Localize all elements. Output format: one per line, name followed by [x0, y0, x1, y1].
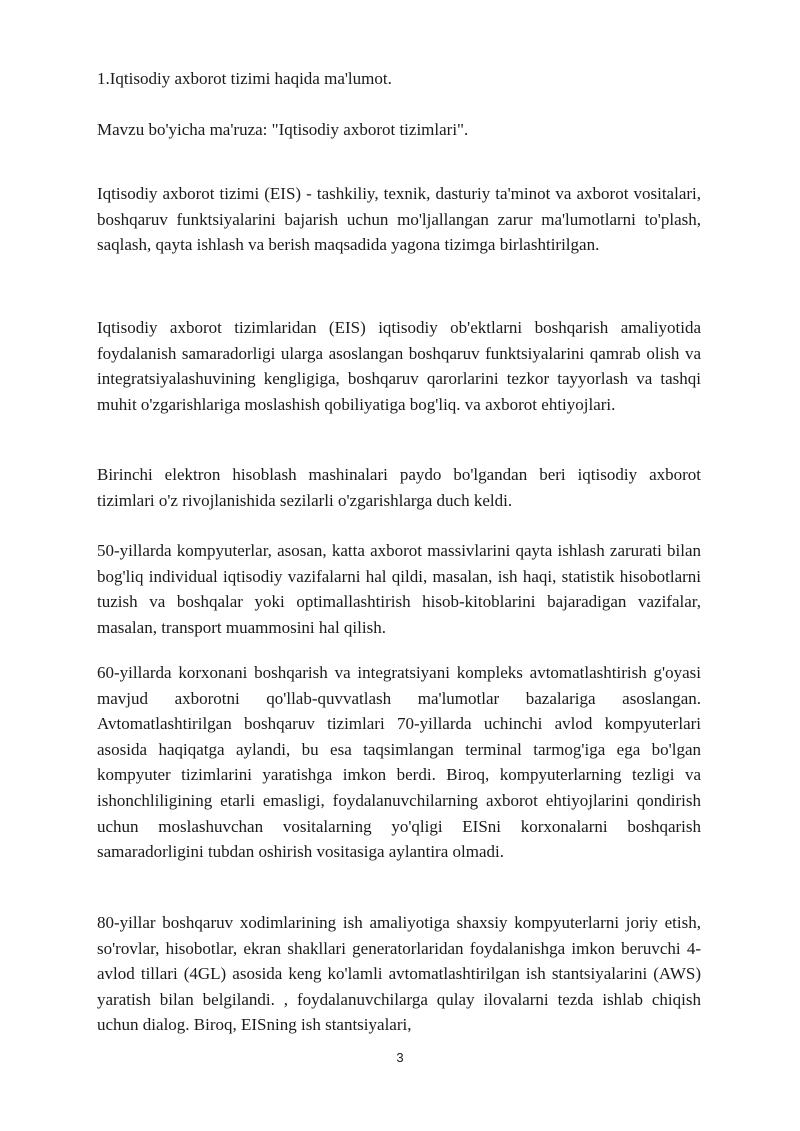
- paragraph-1950s: 50-yillarda kompyuterlar, asosan, katta axborot massivlarini qayta ishlash zarurati bilan bog'liq individual iqtisodiy vazifalarni hal qildi, masalan, ish haqi, statistik hisobotlarni tuzish va boshqalar yoki optimallashtirish hisob-kitoblarini bajaradigan vazifalar, masalan, transport muammosini hal qilish.: [97, 541, 701, 637]
- paragraph-1960s-1970s: 60-yillarda korxonani boshqarish va integratsiyani kompleks avtomatlashtirish g'oyasi mavjud axborotni qo'llab-quvvatlash ma'lumotlar bazalariga asoslangan. Avtomatlashtirilgan boshqaruv tizimlari 70-yillarda uchinchi avlod kompyuterlari asosida haqiqatga aylandi, bu esa taqsimlangan terminal tarmog'iga ega bo'lgan kompyuter tizimlarini yaratishga imkon berdi. Biroq, kompyuterlarning tezligi va ishonchliligining etarli emasligi, foydalanuvchilarning axborot ehtiyojlarini qondirish uchun moslashuvchan vositalarning yo'qligi EISni korxonalarni boshqarish samaradorligini tubdan oshirish vositasiga aylantira olmadi.: [97, 663, 701, 862]
- paragraph-eis-efficiency: Iqtisodiy axborot tizimlaridan (EIS) iqtisodiy ob'ektlarni boshqarish amaliyotida foydalanish samaradorligi ularga asoslangan boshqaruv funktsiyalarini qamrab olish va integratsiyalashuvining kengligiga, boshqaruv qarorlarini tezkor tayyorlash va tashqi muhit o'zgarishlariga moslashish qobiliyatiga bog'liq. va axborot ehtiyojlari.: [97, 318, 701, 414]
- paragraph-1980s: 80-yillar boshqaruv xodimlarining ish amaliyotiga shaxsiy kompyuterlarni joriy etish, so'rovlar, hisobotlar, ekran shakllari generatorlaridan foydalanishga imkon beruvchi 4-avlod tillari (4GL) asosida keng ko'lamli avtomatlashtirilgan ish stantsiyalarini (AWS) yaratish bilan belgilandi. , foydalanuvchilarga qulay ilovalarni tezda ishlab chiqish uchun dialog. Biroq, EISning ish stantsiyalari,: [97, 913, 701, 1035]
- paragraph-eis-definition: Iqtisodiy axborot tizimi (EIS) - tashkiliy, texnik, dasturiy ta'minot va axborot vositalari, boshqaruv funktsiyalarini bajarish uchun mo'ljallangan zarur ma'lumotlarni to'plash, saqlash, qayta ishlash va berish maqsadida yagona tizimga birlashtirilgan.: [97, 184, 701, 255]
- lecture-subheading: Mavzu bo'yicha ma'ruza: "Iqtisodiy axborot tizimlari".: [97, 120, 469, 139]
- document-heading: 1.Iqtisodiy axborot tizimi haqida ma'lumot.: [97, 69, 392, 88]
- page-number: 3: [396, 1050, 404, 1065]
- paragraph-first-computers: Birinchi elektron hisoblash mashinalari paydo bo'lgandan beri iqtisodiy axborot tizimlari o'z rivojlanishida sezilarli o'zgarishlarga duch keldi.: [97, 465, 701, 510]
